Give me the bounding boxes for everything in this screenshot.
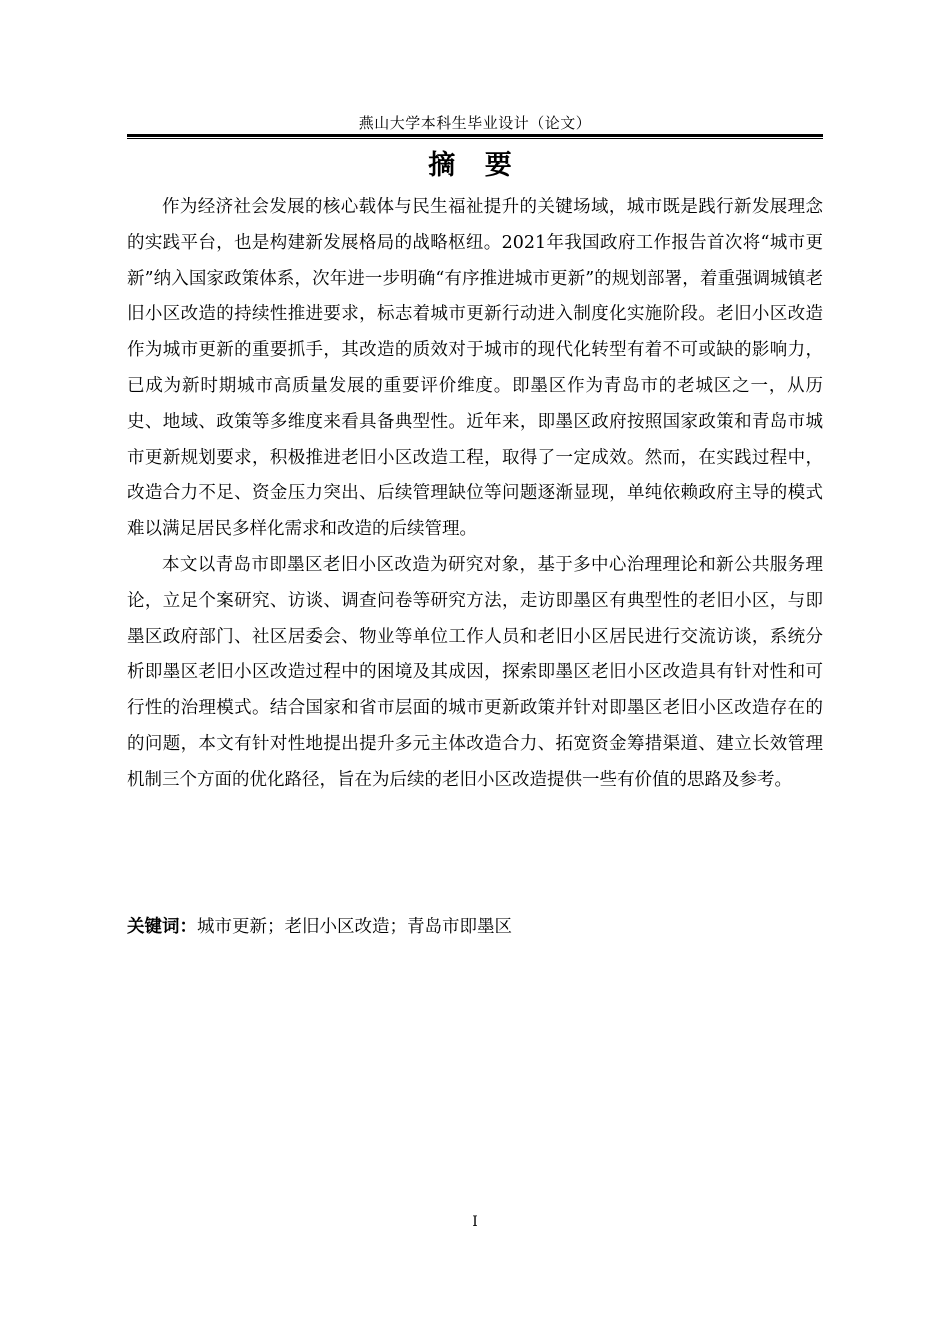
page-number: I (472, 1214, 478, 1230)
keywords-line (127, 910, 823, 944)
keywords-label: 关键词： (127, 917, 197, 937)
running-header: 燕山大学本科生毕业设计（论文） (358, 114, 592, 132)
abstract-paragraph-2: 本文以青岛市即墨区老旧小区改造为研究对象，基于多中心治理理论和新公共服务理论，立足个案研究、访谈、调查问卷等研究方法，走访即墨区有典型性的老旧小区，与即墨区政府部门、社区居委会、物业等单位工作人员和老旧小区居民进行交流访谈，系统分析即墨区老旧小区改造过程中的困境及其成因，探索即墨区老旧小区改造具有针对性和可行性的治理模式。结合国家和省市层面的城市更新政策并针对即墨区老旧小区改造存在的的问题，本文有针对性地提出提升多元主体改造合力、拓宽资金筹措渠道、建立长效管理机制三个方面的优化路径，旨在为后续的老旧小区改造提供一些有价值的思路及参考。 (127, 554, 823, 790)
abstract-title: 摘 要 (428, 150, 522, 181)
header-rule-thick (127, 134, 823, 137)
header-rule-thin (127, 138, 823, 139)
abstract-body (127, 190, 823, 799)
keywords-text: 城市更新；老旧小区改造；青岛市即墨区 (197, 917, 512, 937)
abstract-paragraph-1: 作为经济社会发展的核心载体与民生福祉提升的关键场域，城市既是践行新发展理念的实践平台，也是构建新发展格局的战略枢纽。2021年我国政府工作报告首次将“城市更新”纳入国家政策体系，次年进一步明确“有序推进城市更新”的规划部署，着重强调城镇老旧小区改造的持续性推进要求，标志着城市更新行动进入制度化实施阶段。老旧小区改造作为城市更新的重要抓手，其改造的质效对于城市的现代化转型有着不可或缺的影响力，已成为新时期城市高质量发展的重要评价维度。即墨区作为青岛市的老城区之一，从历史、地域、政策等多维度来看具备典型性。近年来，即墨区政府按照国家政策和青岛市城市更新规划要求，积极推进老旧小区改造工程，取得了一定成效。然而，在实践过程中，改造合力不足、资金压力突出、后续管理缺位等问题逐渐显现，单纯依赖政府主导的模式难以满足居民多样化需求和改造的后续管理。 (127, 197, 823, 540)
